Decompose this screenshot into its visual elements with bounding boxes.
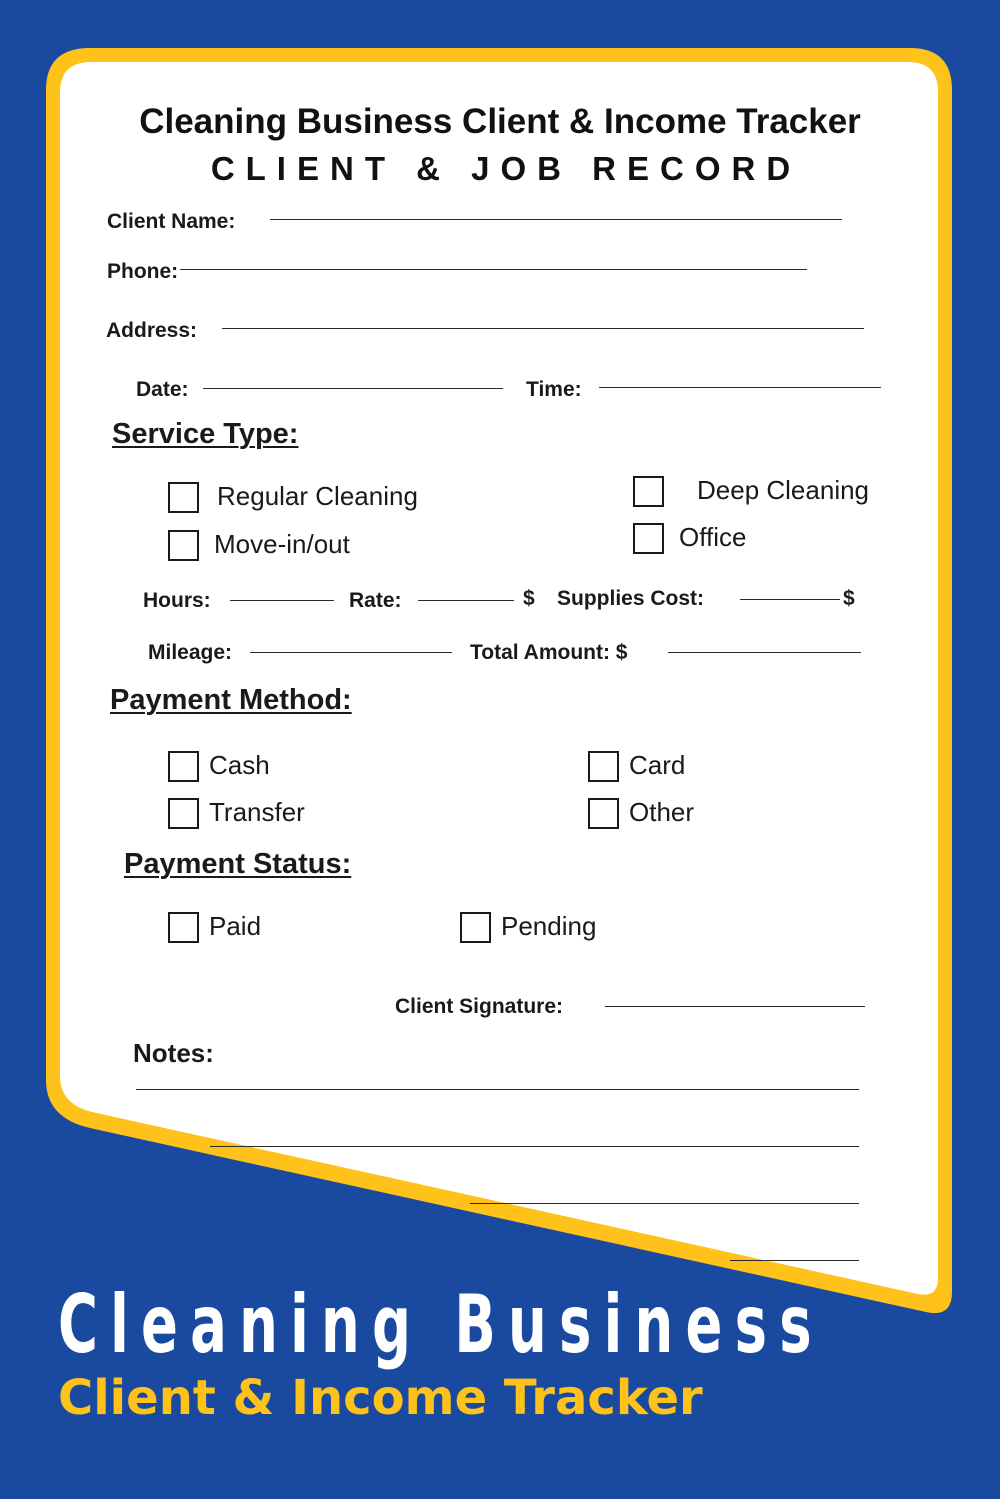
hours-label: Hours: — [143, 589, 211, 612]
transfer-checkbox[interactable] — [168, 798, 199, 829]
other-label: Other — [629, 797, 695, 827]
move-in-out-checkbox[interactable] — [168, 530, 199, 561]
payment-method-heading: Payment Method: — [110, 684, 352, 716]
banner-subtitle: Client & Income Tracker — [58, 1370, 703, 1426]
office-checkbox[interactable] — [633, 523, 664, 554]
client-name-label: Client Name: — [107, 210, 236, 233]
cash-label: Cash — [209, 750, 270, 780]
address-field[interactable] — [222, 328, 864, 329]
office-label: Office — [679, 522, 747, 552]
total-amount-label: Total Amount: $ — [470, 641, 628, 664]
time-field[interactable] — [599, 387, 881, 388]
address-label: Address: — [106, 319, 198, 342]
notes-line[interactable] — [730, 1260, 859, 1261]
move-in-out-label: Move-in/out — [214, 529, 350, 559]
mileage-field[interactable] — [250, 652, 452, 653]
hours-field[interactable] — [230, 600, 334, 601]
notes-line[interactable] — [136, 1089, 859, 1090]
transfer-label: Transfer — [209, 797, 305, 827]
supplies-cost-field[interactable] — [740, 599, 840, 600]
supplies-cost-label: Supplies Cost: — [557, 587, 705, 610]
service-type-heading: Service Type: — [112, 418, 299, 450]
client-name-field[interactable] — [270, 219, 842, 220]
supplies-currency: $ — [843, 587, 855, 610]
card-checkbox[interactable] — [588, 751, 619, 782]
pending-label: Pending — [501, 911, 597, 941]
mileage-label: Mileage: — [148, 641, 233, 664]
regular-cleaning-checkbox[interactable] — [168, 482, 199, 513]
phone-field[interactable] — [180, 269, 807, 270]
paid-label: Paid — [209, 911, 262, 941]
paid-checkbox[interactable] — [168, 912, 199, 943]
notes-label: Notes: — [133, 1038, 214, 1068]
total-amount-field[interactable] — [668, 652, 861, 653]
time-label: Time: — [526, 378, 582, 401]
card-label: Card — [629, 750, 686, 780]
rate-currency: $ — [523, 587, 535, 610]
payment-status-heading: Payment Status: — [124, 848, 352, 880]
date-label: Date: — [136, 378, 189, 401]
other-checkbox[interactable] — [588, 798, 619, 829]
client-signature-field[interactable] — [605, 1006, 865, 1007]
cash-checkbox[interactable] — [168, 751, 199, 782]
rate-field[interactable] — [418, 600, 514, 601]
pending-checkbox[interactable] — [460, 912, 491, 943]
notes-line[interactable] — [470, 1203, 859, 1204]
form-title: Cleaning Business Client & Income Tracker — [139, 102, 861, 141]
banner-title: Cleaning Business — [58, 1278, 824, 1371]
form-subtitle: CLIENT & JOB RECORD — [210, 150, 802, 187]
regular-cleaning-label: Regular Cleaning — [217, 481, 418, 511]
client-signature-label: Client Signature: — [395, 995, 564, 1018]
phone-label: Phone: — [107, 260, 179, 283]
rate-label: Rate: — [349, 589, 402, 612]
deep-cleaning-checkbox[interactable] — [633, 476, 664, 507]
notes-line[interactable] — [210, 1146, 859, 1147]
deep-cleaning-label: Deep Cleaning — [697, 475, 870, 505]
date-field[interactable] — [203, 388, 503, 389]
